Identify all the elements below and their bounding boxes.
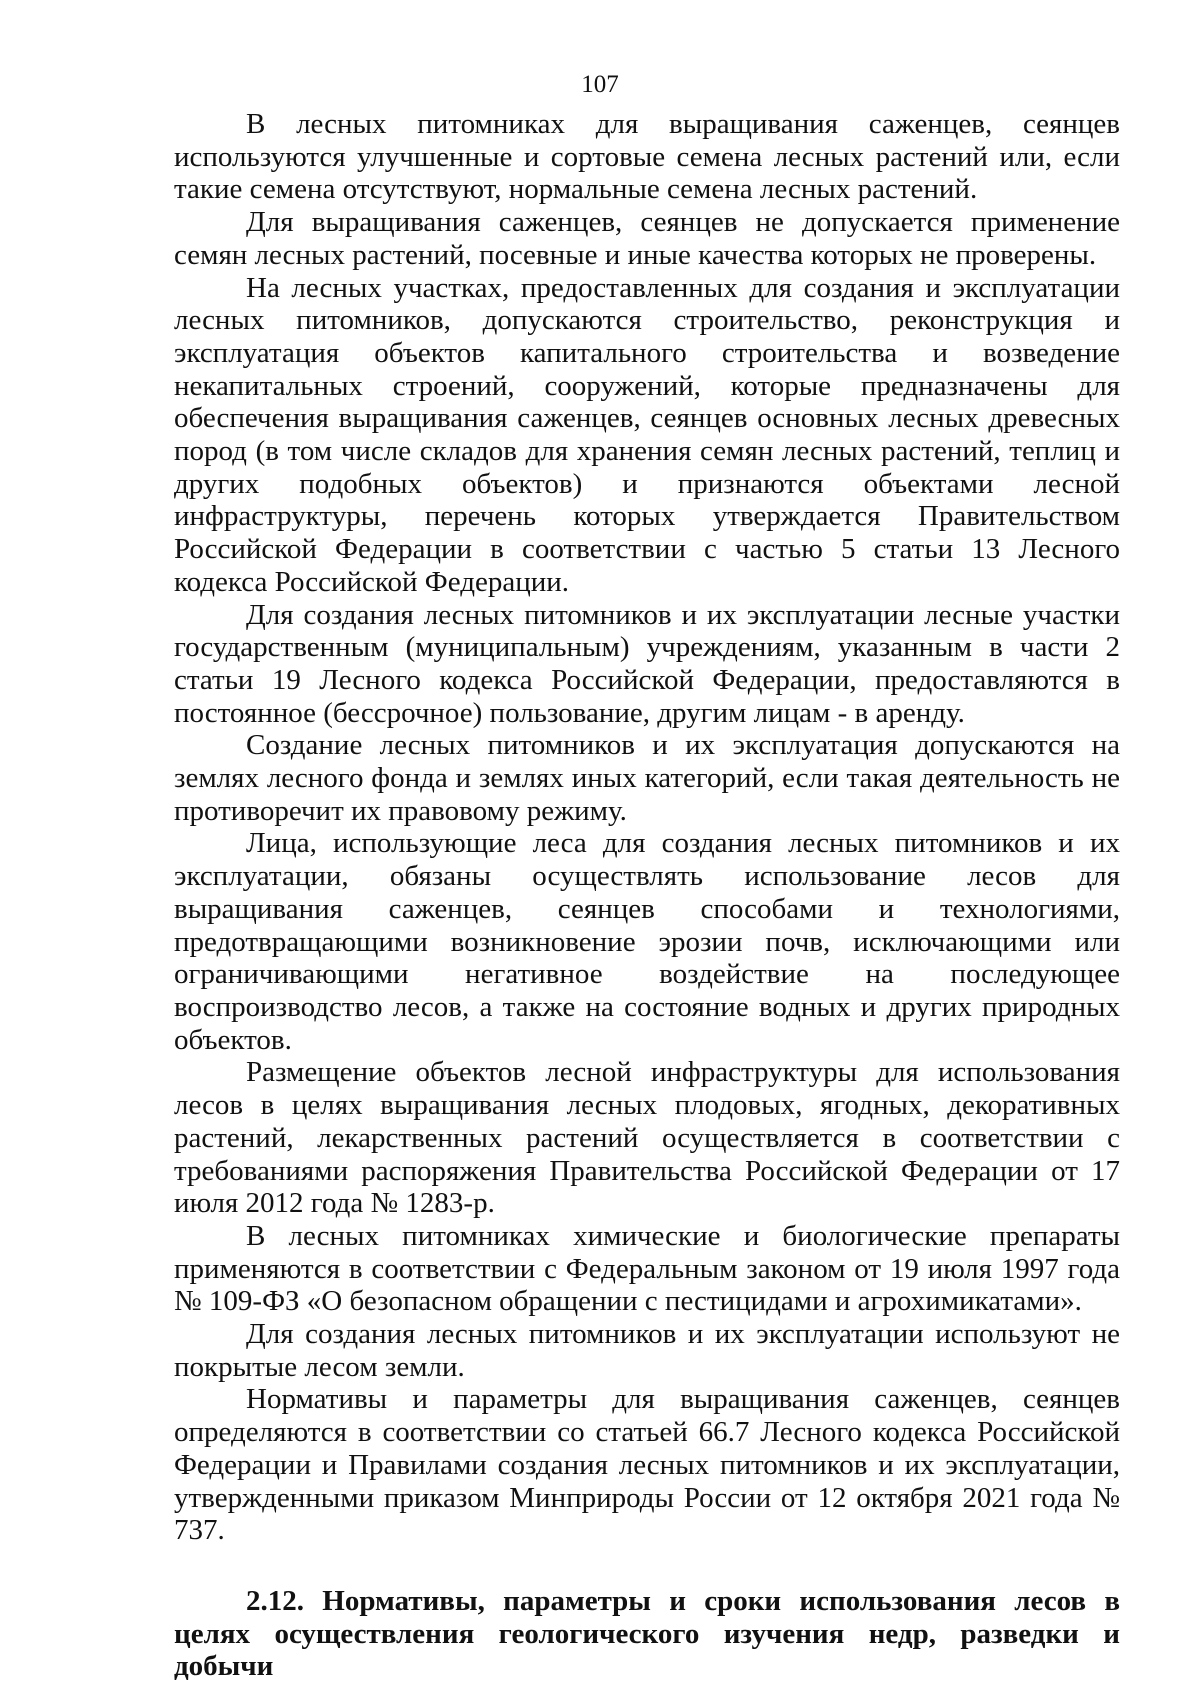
- paragraph: Для создания лесных питомников и их эксплуатации лесные участки государственным (муниципальным) учреждениям, указанным в части 2 статьи 19 Лесного кодекса Российской Федерации, предоставляются в постоянное (бессрочное) пользование, другим лицам - в аренду.: [174, 598, 1120, 729]
- section-heading: 2.12. Нормативы, параметры и сроки использования лесов в целях осуществления геологического изучения недр, разведки и добычи: [174, 1584, 1120, 1683]
- page-body: [174, 108, 1120, 1683]
- page-number: 107: [581, 71, 619, 98]
- paragraph: Для выращивания саженцев, сеянцев не допускается применение семян лесных растений, посевные и иные качества которых не проверены.: [174, 206, 1120, 271]
- paragraph: Для создания лесных питомников и их эксплуатации используют не покрытые лесом земли.: [174, 1318, 1120, 1383]
- paragraph: На лесных участках, предоставленных для создания и эксплуатации лесных питомников, допускаются строительство, реконструкция и эксплуатация объектов капитального строительства и возведение некапитальных строений, сооружений, которые предназначены для обеспечения выращивания саженцев, сеянцев основных лесных древесных пород (в том числе складов для хранения семян лесных растений, теплиц и других подобных объектов) и признаются объектами лесной инфраструктуры, перечень которых утверждается Правительством Российской Федерации в соответствии с частью 5 статьи 13 Лесного кодекса Российской Федерации.: [174, 271, 1120, 598]
- paragraph: Лица, использующие леса для создания лесных питомников и их эксплуатации, обязаны осуществлять использование лесов для выращивания саженцев, сеянцев способами и технологиями, предотвращающими возникновение эрозии почв, исключающими или ограничивающими негативное воздействие на последующее воспроизводство лесов, а также на состояние водных и других природных объектов.: [174, 827, 1120, 1056]
- paragraph: Нормативы и параметры для выращивания саженцев, сеянцев определяются в соответствии со статьей 66.7 Лесного кодекса Российской Федерации и Правилами создания лесных питомников и их эксплуатации, утвержденными приказом Минприроды России от 12 октября 2021 года № 737.: [174, 1383, 1120, 1547]
- paragraph: Создание лесных питомников и их эксплуатация допускаются на землях лесного фонда и землях иных категорий, если такая деятельность не противоречит их правовому режиму.: [174, 729, 1120, 827]
- paragraph: В лесных питомниках для выращивания саженцев, сеянцев используются улучшенные и сортовые семена лесных растений или, если такие семена отсутствуют, нормальные семена лесных растений.: [174, 108, 1120, 206]
- paragraph: Размещение объектов лесной инфраструктуры для использования лесов в целях выращивания лесных плодовых, ягодных, декоративных растений, лекарственных растений осуществляется в соответствии с требованиями распоряжения Правительства Российской Федерации от 17 июля 2012 года № 1283-р.: [174, 1056, 1120, 1220]
- paragraph: В лесных питомниках химические и биологические препараты применяются в соответствии с Федеральным законом от 19 июля 1997 года № 109-ФЗ «О безопасном обращении с пестицидами и агрохимикатами».: [174, 1219, 1120, 1318]
